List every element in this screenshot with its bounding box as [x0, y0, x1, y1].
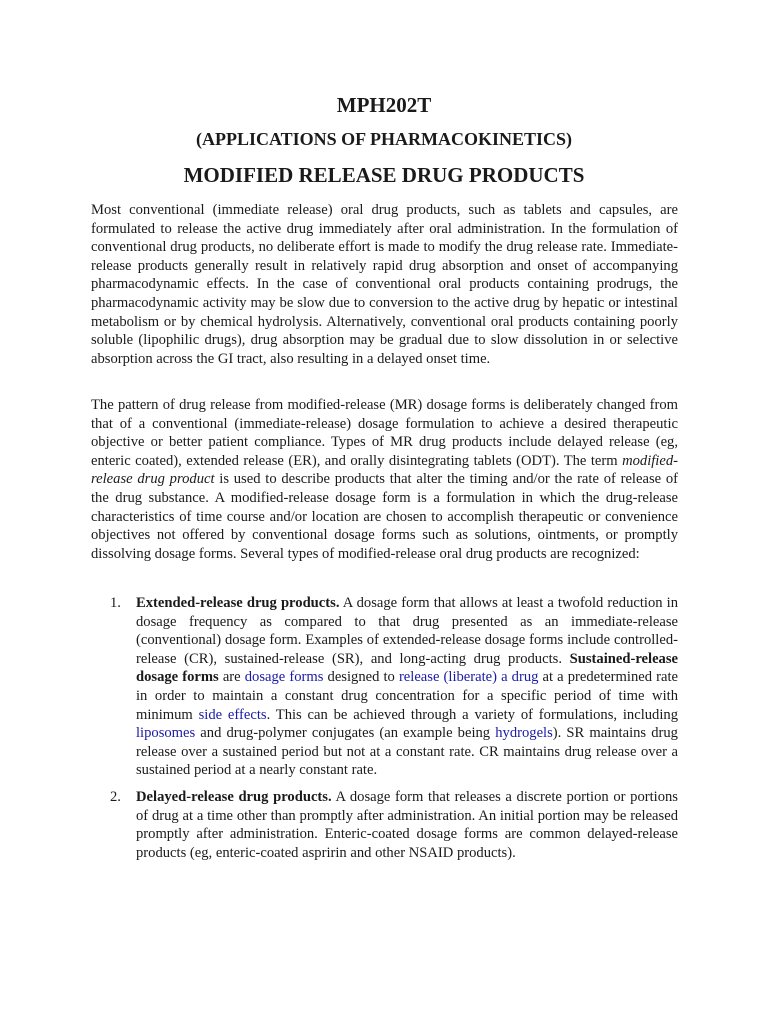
list-item-text	[136, 594, 678, 780]
link-dosage-forms[interactable]: dosage forms	[244, 669, 324, 686]
link-liposomes[interactable]: liposomes	[136, 725, 196, 742]
list-text: designed to	[323, 669, 399, 686]
paragraph-intro: Most conventional (immediate release) oral drug products, such as tablets and capsules, are formulated to release the active drug immediately after oral administration. In the formulation of conventional drug products, no deliberate effort is made to modify the drug release rate. Immediate-release products generally result in relatively rapid drug absorption and onset of accompanying pharmacodynamic effects. In the case of conventional oral products containing prodrugs, the pharmacodynamic activity may be slow due to conversion to the active drug by hepatic or intestinal metabolism or by chemical hydrolysis. Alternatively, conventional oral products containing poorly soluble (lipophilic drugs), drug absorption may be gradual due to slow dissolution in or selective absorption across the GI tract, also resulting in a delayed onset time.	[91, 202, 678, 367]
paragraph-text: The pattern of drug release from modified-release (MR) dosage forms is deliberately changed from that of a conventional (immediate-release) dosage formulation to achieve a desired therapeutic objective or better patient compliance. Types of MR drug products include delayed release (eg, enteric coated), extended release (ER), and orally disintegrating tablets (ODT). The term	[91, 397, 678, 469]
list-text: at a predetermined rate in order to maintain a constant drug concentration for a specific period of time with minimum	[136, 669, 678, 723]
list-text: A dosage form that releases a discrete portion or portions of drug at a time other than promptly after administration. An initial portion may be released promptly after administration. Enteric-coated dosage forms are common delayed-release products (eg, enteric-coated aspririn and other NSAID products).	[136, 789, 678, 861]
link-hydrogels[interactable]: hydrogels	[495, 725, 553, 742]
list-text: A dosage form that allows at least a twofold reduction in dosage frequency as compared to that drug presented as an immediate-release (conventional) dosage form. Examples of extended-release dosage forms include controlled-release (CR), sustained-release (SR), and long-acting drug products.	[136, 595, 678, 667]
course-title: (APPLICATIONS OF PHARMACOKINETICS)	[195, 129, 572, 149]
list-number: 2.	[110, 789, 121, 805]
paragraph-mr-pattern	[91, 396, 678, 563]
list-item-heading: Extended-release drug products.	[136, 595, 340, 611]
list-text: and drug-polymer conjugates (an example being	[195, 725, 496, 742]
link-side-effects[interactable]: side effects	[198, 706, 267, 723]
page-title: MODIFIED RELEASE DRUG PRODUCTS	[183, 163, 585, 187]
link-release[interactable]: release (liberate) a drug	[398, 669, 539, 686]
sr-heading: Sustained-release dosage forms	[136, 650, 678, 686]
list-number: 1.	[110, 595, 121, 611]
term-italic: modified-release drug product	[91, 452, 678, 488]
course-code: MPH202T	[336, 93, 432, 117]
list-text: . This can be achieved through a variety of formulations, including	[266, 706, 678, 723]
list-text: are	[218, 669, 245, 686]
list-text: ). SR maintains drug release over a sustained period but not at a constant rate. CR maintains drug release over a sustained period at a nearly constant rate.	[136, 725, 678, 779]
paragraph-text: is used to describe products that alter the timing and/or the rate of release of the drug substance. A modified-release dosage form is a formulation in which the drug-release characteristics of time course and/or location are chosen to accomplish therapeutic or convenience objectives not offered by conventional dosage forms such as solutions, ointments, or promptly dissolving dosage forms. Several types of modified-release oral drug products are recognized:	[91, 471, 679, 562]
list-item-text	[136, 788, 678, 862]
list-item-heading: Delayed-release drug products.	[136, 789, 332, 805]
